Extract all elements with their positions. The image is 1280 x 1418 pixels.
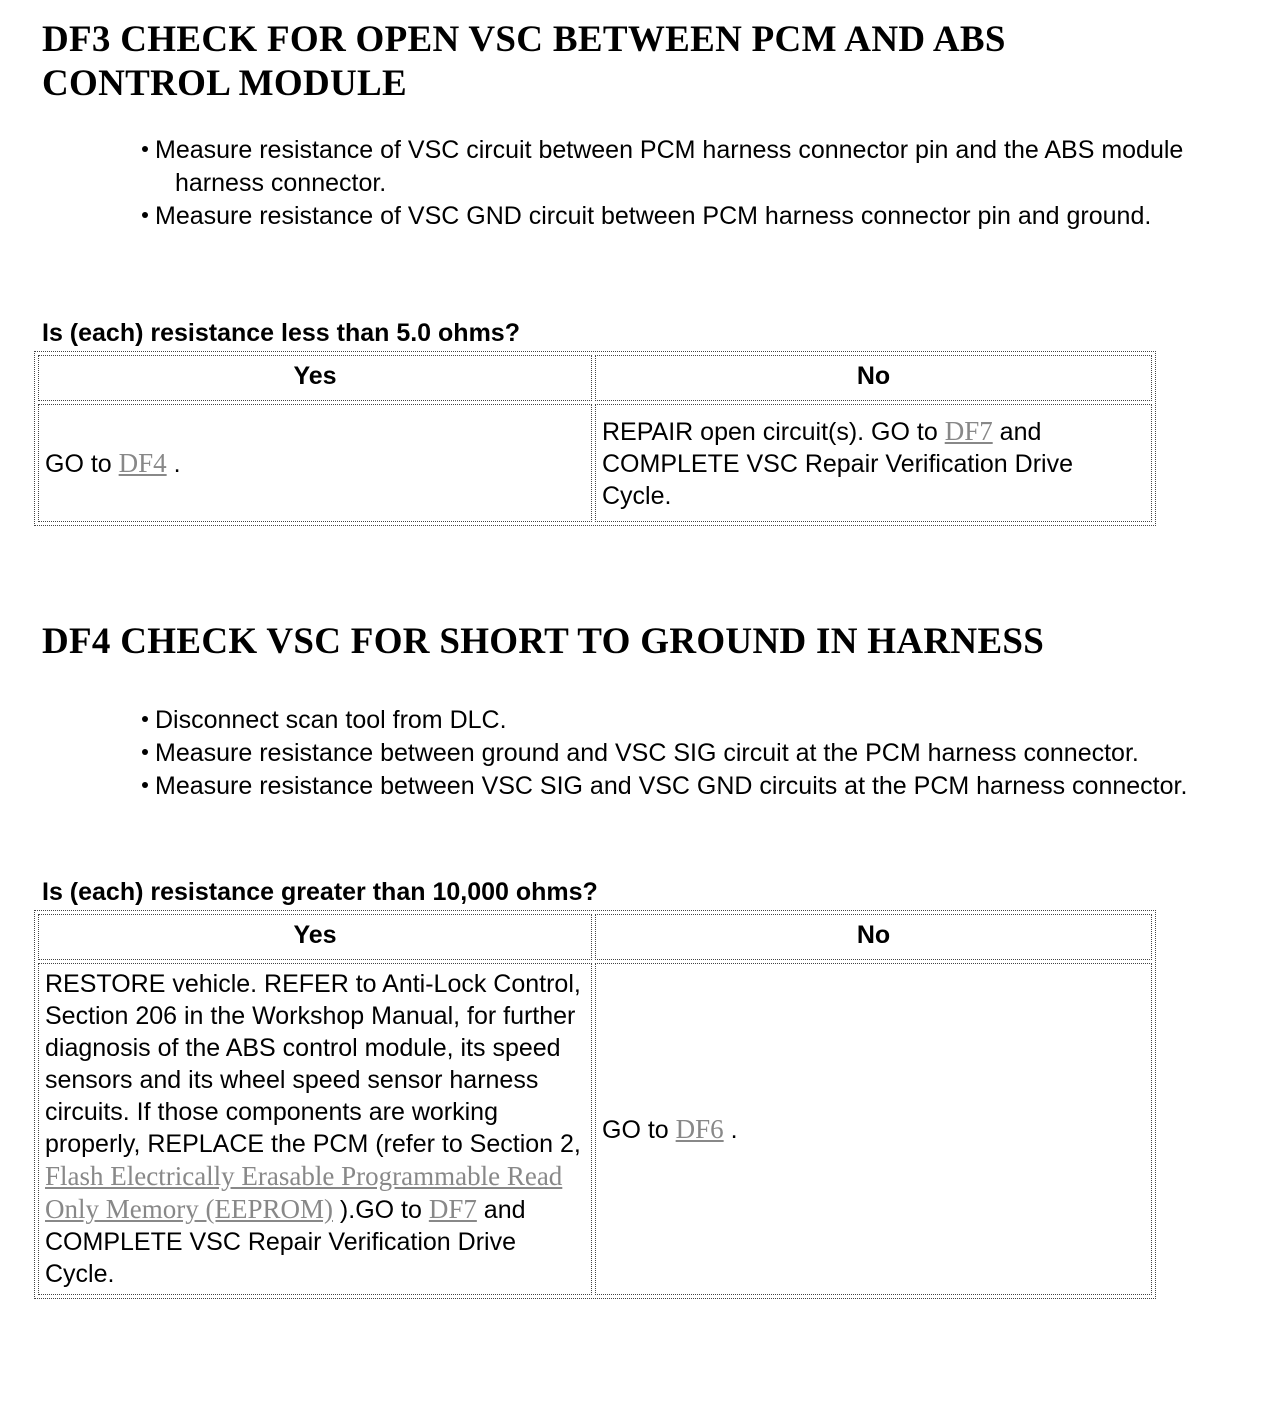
list-item: Measure resistance of VSC GND circuit between PCM harness connector pin and ground.	[42, 200, 1275, 233]
table-header-row	[38, 355, 1152, 401]
list-item: Measure resistance between VSC SIG and VSC GND circuits at the PCM harness connector.	[42, 770, 1275, 803]
yes-header: Yes	[38, 355, 592, 401]
df3-yes-cell: GO to DF4 .	[38, 404, 592, 522]
bullet-icon	[142, 782, 148, 788]
yes-header: Yes	[38, 914, 592, 960]
df4-result-table	[34, 910, 1156, 1299]
df3-section	[42, 18, 1280, 510]
df3-steps	[42, 134, 1280, 233]
bullet-icon	[142, 146, 148, 152]
df3-result-table	[34, 351, 1156, 526]
table-row	[38, 404, 1152, 522]
eeprom-link[interactable]: Flash Electrically Erasable Programmable Read Only Memory (EEPROM)	[45, 1161, 563, 1224]
df6-link[interactable]: DF6	[675, 1113, 724, 1144]
df4-steps	[42, 704, 1280, 803]
df3-no-cell: REPAIR open circuit(s). GO to DF7 and COMPLETE VSC Repair Verification Drive Cycle.	[595, 404, 1152, 522]
bullet-icon	[142, 716, 148, 722]
no-header: No	[595, 355, 1152, 401]
bullet-icon	[142, 749, 148, 755]
df4-yes-cell: RESTORE vehicle. REFER to Anti-Lock Control, Section 206 in the Workshop Manual, for further diagnosis of the ABS control module, its speed sensors and its wheel speed sensor harness circuits. If those components are working properly, REPLACE the PCM (refer to Section 2, Flash Electrically Erasable Programmable Read Only Memory (EEPROM) ).GO to DF7 and COMPLETE VSC Repair Verification Drive Cycle.	[38, 963, 592, 1295]
bullet-icon	[142, 212, 148, 218]
list-item: Measure resistance between ground and VSC SIG circuit at the PCM harness connector.	[42, 737, 1280, 770]
table-row	[38, 963, 1152, 1295]
df4-no-cell: GO to DF6 .	[595, 963, 1152, 1295]
df3-title: DF3 CHECK FOR OPEN VSC BETWEEN PCM AND ABS CONTROL MODULE	[42, 19, 1006, 104]
df7-link[interactable]: DF7	[428, 1194, 477, 1224]
table-header-row	[38, 914, 1152, 960]
df4-question: Is (each) resistance greater than 10,000 ohms?	[42, 878, 598, 906]
df3-question: Is (each) resistance less than 5.0 ohms?	[42, 319, 520, 347]
df4-section	[42, 620, 1280, 1288]
df7-link[interactable]: DF7	[944, 415, 993, 446]
df4-title: DF4 CHECK VSC FOR SHORT TO GROUND IN HARNESS	[42, 621, 1045, 662]
list-item: Measure resistance of VSC circuit between PCM harness connector pin and the ABS module harness connector.	[42, 134, 1275, 200]
no-header: No	[595, 914, 1152, 960]
list-item: Disconnect scan tool from DLC.	[42, 704, 1275, 737]
df4-link[interactable]: DF4	[118, 447, 167, 478]
